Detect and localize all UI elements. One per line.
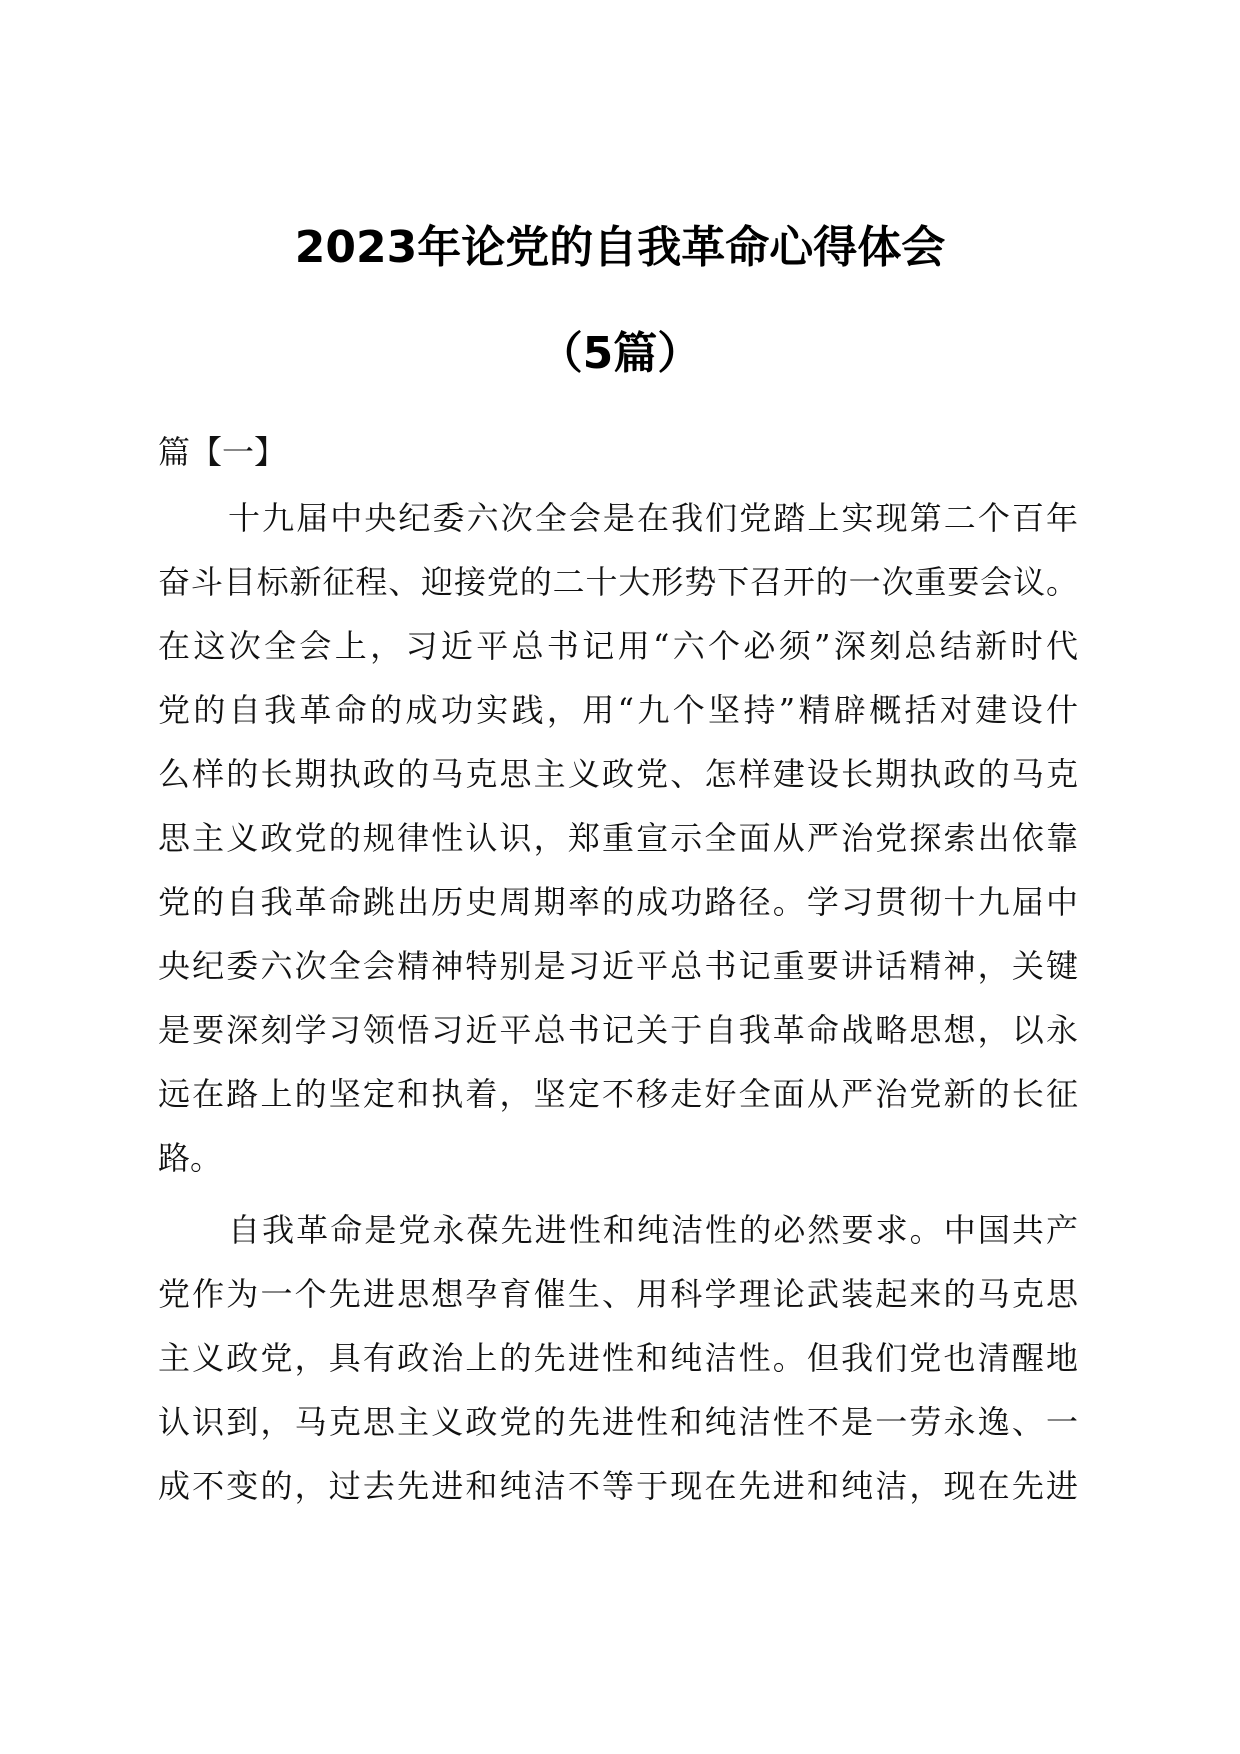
paragraph-line: 是要深刻学习领悟习近平总书记关于自我革命战略思想，以永 — [158, 1011, 1078, 1049]
paragraph-line: 认识到，马克思主义政党的先进性和纯洁性不是一劳永逸、一 — [158, 1403, 1078, 1441]
paragraph-line: 路。 — [158, 1139, 223, 1177]
paragraph-line: 远在路上的坚定和执着，坚定不移走好全面从严治党新的长征 — [158, 1075, 1078, 1113]
paragraph-line: 思主义政党的规律性认识，郑重宣示全面从严治党探索出依靠 — [158, 819, 1078, 857]
section-heading: 篇【一】 — [158, 433, 287, 471]
paragraph-line: 十九届中央纪委六次全会是在我们党踏上实现第二个百年 — [228, 499, 1078, 537]
paragraph-line: 党的自我革命的成功实践，用“九个坚持”精辟概括对建设什 — [158, 691, 1078, 729]
paragraph-line: 么样的长期执政的马克思主义政党、怎样建设长期执政的马克 — [158, 755, 1078, 793]
paragraph-line: 主义政党，具有政治上的先进性和纯洁性。但我们党也清醒地 — [158, 1339, 1078, 1377]
paragraph-line: 自我革命是党永葆先进性和纯洁性的必然要求。中国共产 — [228, 1211, 1078, 1249]
paragraph-line: 成不变的，过去先进和纯洁不等于现在先进和纯洁，现在先进 — [158, 1467, 1078, 1505]
paragraph-line: 央纪委六次全会精神特别是习近平总书记重要讲话精神，关键 — [158, 947, 1078, 985]
paragraph-line: 党作为一个先进思想孕育催生、用科学理论武装起来的马克思 — [158, 1275, 1078, 1313]
paragraph-line: 党的自我革命跳出历史周期率的成功路径。学习贯彻十九届中 — [158, 883, 1078, 921]
paragraph-line: 在这次全会上，习近平总书记用“六个必须”深刻总结新时代 — [158, 627, 1078, 665]
document-title: 2023年论党的自我革命心得体会 — [294, 222, 946, 273]
document-subtitle: （5篇） — [538, 328, 702, 379]
paragraph-line: 奋斗目标新征程、迎接党的二十大形势下召开的一次重要会议。 — [158, 563, 1078, 601]
